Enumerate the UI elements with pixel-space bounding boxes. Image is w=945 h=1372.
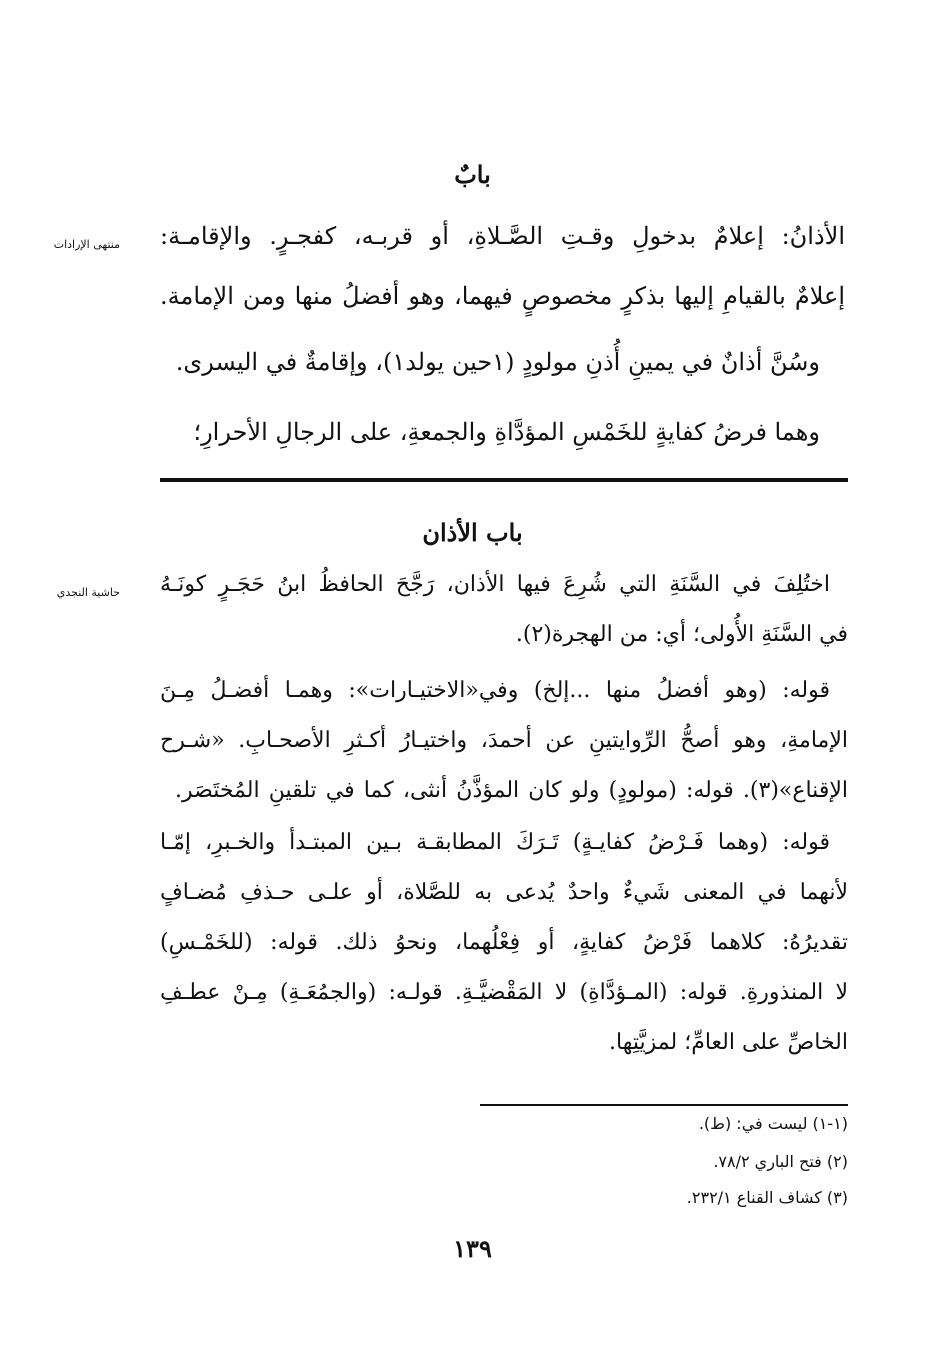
hashiya-line-2: في السَّنَةِ الأُولى؛ أي: من الهجرة(٢). bbox=[515, 622, 848, 647]
hashiya-line-1: اختُلِفَ في السَّنَةِ التي شُرِعَ فيها الأذان، رَجَّحَ الحافظُ ابنُ حَجَـرٍ كونَـهُ bbox=[160, 572, 830, 597]
hashiya-line-10: الخاصِّ على العامِّ؛ لمزيَّتِها. bbox=[609, 1030, 848, 1055]
muntaha-line-3: وسُنَّ أذانٌ في يمينِ أُذنِ مولودٍ (١حين يولد١)، وإقامةٌ في اليسرى. bbox=[175, 348, 820, 376]
footnote-separator bbox=[480, 1104, 848, 1106]
hashiya-line-6: قوله: (وهما فَـرْضُ كفايـةٍ) تَـرَكَ المطابقـة بـين المبتـدأ والخـبرِ، إمّـا bbox=[160, 830, 830, 855]
source-label-hashiya: حاشية النجدي bbox=[56, 586, 120, 599]
hashiya-line-7: لأنهما في المعنى شَيءٌ واحدٌ يُدعى به للصَّلاة، أو علـى حـذفِ مُضـافٍ bbox=[160, 880, 848, 905]
muntaha-line-2: إعلامٌ بالقيامِ إليها بذكرٍ مخصوصٍ فيهما، وهو أفضلُ منها ومن الإمامة. bbox=[160, 282, 845, 310]
hashiya-line-5: الإقناع»(٣). قوله: (مولودٍ) ولو كان المؤذَّنُ أنثى، كما في تلقينِ المُختَصَر. bbox=[175, 778, 848, 803]
hashiya-line-4: الإمامةِ، وهو أصحُّ الرِّوايتينِ عن أحمدَ، واختيـارُ أكـثرِ الأصحـابِ. «شـرح bbox=[160, 728, 848, 753]
footnote-3: (٣) كشاف القناع ٢٣٢/١. bbox=[686, 1188, 848, 1207]
hashiya-line-9: لا المنذورةِ. قوله: (المـؤدَّاةِ) لا المَقْضيَّـةِ. قولـه: (والجمُعَـةِ) مِـنْ عطـفِ bbox=[160, 980, 848, 1005]
page-number: ١٣٩ bbox=[453, 1234, 492, 1263]
section-divider bbox=[160, 478, 848, 482]
footnote-1: (١-١) ليست في: (ط). bbox=[698, 1114, 848, 1133]
muntaha-line-4: وهما فرضُ كفايةٍ للخَمْسِ المؤدَّاةِ والجمعةِ، على الرجالِ الأحرارِ؛ bbox=[193, 418, 820, 446]
section-heading: باب الأذان bbox=[422, 518, 523, 547]
source-label-muntaha: منتهى الإرادات bbox=[53, 238, 120, 251]
chapter-heading: بابٌ bbox=[454, 160, 491, 189]
hashiya-line-3: قوله: (وهو أفضلُ منها ...إلخ) وفي«الاختيـارات»: وهمـا أفضـلُ مِـنَ bbox=[160, 678, 830, 703]
muntaha-line-1: الأذانُ: إعلامٌ بدخولِ وقـتِ الصَّـلاةِ، أو قربـه، كفجـرٍ. والإقامـة: bbox=[160, 222, 845, 250]
footnote-2: (٢) فتح الباري ٧٨/٢. bbox=[713, 1152, 848, 1171]
hashiya-line-8: تقديرُهُ: كلاهما فَرْضُ كفايةٍ، أو فِعْلُهما، ونحوُ ذلك. قوله: (للخَمْـسِ) bbox=[160, 930, 848, 955]
